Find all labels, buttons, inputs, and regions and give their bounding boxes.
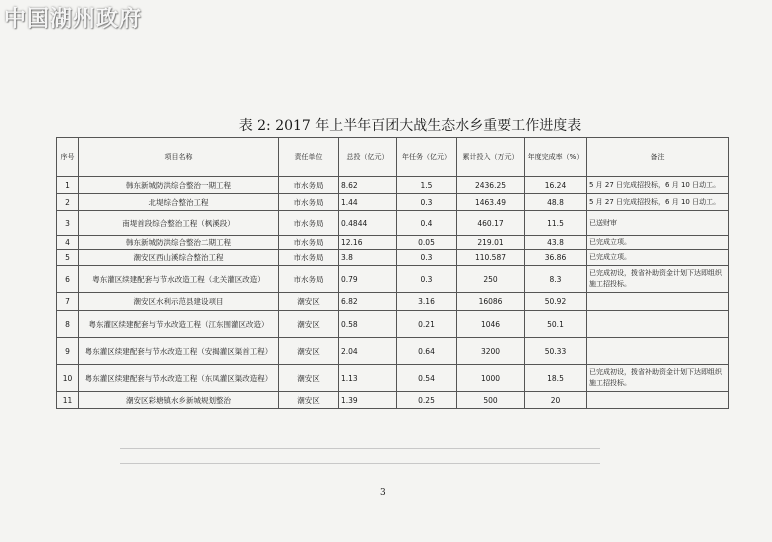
cell-total-investment: 1.13	[339, 365, 397, 392]
cell-cumulative-input: 1463.49	[457, 194, 525, 211]
cell-remarks: 已完成立项。	[587, 250, 729, 266]
cell-no: 1	[57, 177, 79, 194]
cell-cumulative-input: 219.01	[457, 236, 525, 250]
table-row	[57, 365, 729, 392]
cell-remarks	[587, 392, 729, 409]
table-title: 表 2: 2017 年上半年百团大战生态水乡重要工作进度表	[238, 118, 582, 134]
cell-responsible-unit: 潮安区	[279, 365, 339, 392]
cell-annual-task: 0.05	[397, 236, 457, 250]
cell-remarks: 5 月 27 日完成招投标，6 月 10 日动工。	[587, 177, 729, 194]
cell-total-investment: 0.4844	[339, 211, 397, 236]
cell-remarks: 已完成初设，拨省补助资金计划下达即组织施工招投标。	[587, 365, 729, 392]
cell-remarks	[587, 293, 729, 311]
cell-no: 2	[57, 194, 79, 211]
cell-responsible-unit: 潮安区	[279, 338, 339, 365]
header-cumulative-input: 累计投入（万元）	[457, 138, 525, 177]
cell-total-investment: 1.44	[339, 194, 397, 211]
cell-total-investment: 3.8	[339, 250, 397, 266]
cell-cumulative-input: 3200	[457, 338, 525, 365]
cell-no: 9	[57, 338, 79, 365]
cell-project-name: 粤东灌区续建配套与节水改造工程（江东围灌区改造）	[79, 311, 279, 338]
cell-project-name: 潮安区彩塘镇水乡新城规划整治	[79, 392, 279, 409]
cell-cumulative-input: 460.17	[457, 211, 525, 236]
cell-cumulative-input: 16086	[457, 293, 525, 311]
header-project-name: 项目名称	[79, 138, 279, 177]
table-header-row	[57, 138, 729, 177]
cell-no: 11	[57, 392, 79, 409]
cell-no: 10	[57, 365, 79, 392]
faint-bleedthrough	[120, 448, 600, 464]
cell-total-investment: 12.16	[339, 236, 397, 250]
cell-project-name: 潮安区西山溪综合整治工程	[79, 250, 279, 266]
cell-responsible-unit: 潮安区	[279, 392, 339, 409]
cell-completion-rate: 8.3	[525, 266, 587, 293]
page-number: 3	[380, 488, 386, 498]
table-row	[57, 250, 729, 266]
cell-total-investment: 1.39	[339, 392, 397, 409]
cell-responsible-unit: 潮安区	[279, 311, 339, 338]
header-completion-rate: 年度完成率（%）	[525, 138, 587, 177]
cell-responsible-unit: 市水务局	[279, 177, 339, 194]
cell-annual-task: 0.4	[397, 211, 457, 236]
header-remarks: 备注	[587, 138, 729, 177]
cell-remarks: 已送财审	[587, 211, 729, 236]
cell-project-name: 韩东新城防洪综合整治一期工程	[79, 177, 279, 194]
cell-completion-rate: 50.1	[525, 311, 587, 338]
cell-annual-task: 0.64	[397, 338, 457, 365]
cell-responsible-unit: 市水务局	[279, 194, 339, 211]
table-row	[57, 194, 729, 211]
cell-annual-task: 0.3	[397, 194, 457, 211]
cell-remarks: 5 月 27 日完成招投标，6 月 10 日动工。	[587, 194, 729, 211]
cell-completion-rate: 11.5	[525, 211, 587, 236]
cell-annual-task: 0.21	[397, 311, 457, 338]
cell-responsible-unit: 市水务局	[279, 236, 339, 250]
table-row	[57, 311, 729, 338]
cell-remarks: 已完成初设，拨省补助资金计划下达即组织施工招投标。	[587, 266, 729, 293]
cell-completion-rate: 48.8	[525, 194, 587, 211]
cell-total-investment: 2.04	[339, 338, 397, 365]
cell-cumulative-input: 1000	[457, 365, 525, 392]
cell-cumulative-input: 1046	[457, 311, 525, 338]
table-row	[57, 338, 729, 365]
cell-completion-rate: 20	[525, 392, 587, 409]
cell-responsible-unit: 市水务局	[279, 211, 339, 236]
cell-remarks	[587, 311, 729, 338]
cell-cumulative-input: 110.587	[457, 250, 525, 266]
cell-annual-task: 3.16	[397, 293, 457, 311]
cell-no: 6	[57, 266, 79, 293]
cell-total-investment: 6.82	[339, 293, 397, 311]
cell-completion-rate: 50.92	[525, 293, 587, 311]
cell-annual-task: 1.5	[397, 177, 457, 194]
cell-annual-task: 0.54	[397, 365, 457, 392]
cell-remarks	[587, 338, 729, 365]
cell-annual-task: 0.3	[397, 250, 457, 266]
cell-completion-rate: 50.33	[525, 338, 587, 365]
table-row	[57, 392, 729, 409]
cell-total-investment: 0.79	[339, 266, 397, 293]
cell-no: 8	[57, 311, 79, 338]
header-responsible-unit: 责任单位	[279, 138, 339, 177]
cell-completion-rate: 43.8	[525, 236, 587, 250]
cell-project-name: 粤东灌区续建配套与节水改造工程（安揭灌区渠首工程）	[79, 338, 279, 365]
header-no: 序号	[57, 138, 79, 177]
cell-cumulative-input: 2436.25	[457, 177, 525, 194]
cell-responsible-unit: 市水务局	[279, 266, 339, 293]
cell-no: 5	[57, 250, 79, 266]
cell-project-name: 粤东灌区续建配套与节水改造工程（东凤灌区渠改造程）	[79, 365, 279, 392]
cell-annual-task: 0.3	[397, 266, 457, 293]
header-annual-task: 年任务（亿元）	[397, 138, 457, 177]
cell-project-name: 韩东新城防洪综合整治二期工程	[79, 236, 279, 250]
table-row	[57, 211, 729, 236]
cell-responsible-unit: 潮安区	[279, 293, 339, 311]
watermark-logo: 中国湖州政府	[4, 6, 143, 32]
cell-remarks: 已完成立项。	[587, 236, 729, 250]
cell-no: 4	[57, 236, 79, 250]
cell-no: 7	[57, 293, 79, 311]
cell-no: 3	[57, 211, 79, 236]
table-row	[57, 177, 729, 194]
cell-annual-task: 0.25	[397, 392, 457, 409]
cell-completion-rate: 36.86	[525, 250, 587, 266]
table-row	[57, 293, 729, 311]
header-total-investment: 总投（亿元）	[339, 138, 397, 177]
cell-project-name: 粤东灌区续建配套与节水改造工程（北关灌区改造）	[79, 266, 279, 293]
cell-total-investment: 8.62	[339, 177, 397, 194]
progress-table	[56, 137, 729, 409]
cell-total-investment: 0.58	[339, 311, 397, 338]
cell-project-name: 南堤首段综合整治工程（枫溪段）	[79, 211, 279, 236]
table-row	[57, 236, 729, 250]
cell-cumulative-input: 500	[457, 392, 525, 409]
cell-project-name: 北堤综合整治工程	[79, 194, 279, 211]
cell-cumulative-input: 250	[457, 266, 525, 293]
cell-project-name: 潮安区水利示范县建设项目	[79, 293, 279, 311]
cell-completion-rate: 18.5	[525, 365, 587, 392]
cell-responsible-unit: 市水务局	[279, 250, 339, 266]
cell-completion-rate: 16.24	[525, 177, 587, 194]
table-row	[57, 266, 729, 293]
